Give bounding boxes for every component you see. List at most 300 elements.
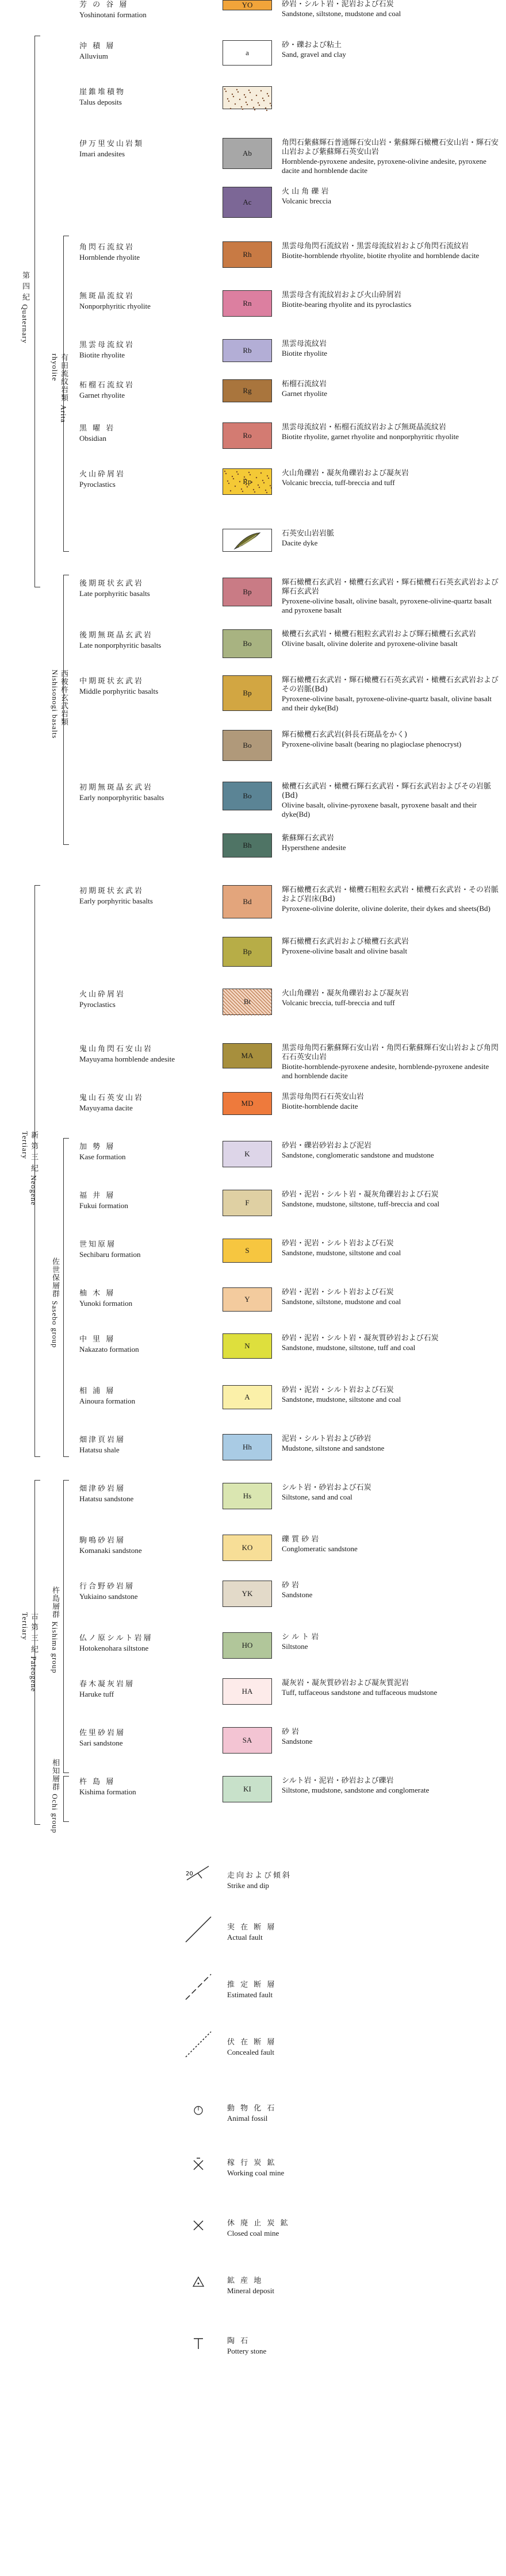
unit-name-jp: 初期斑状玄武岩 bbox=[79, 887, 144, 895]
swatch-symbol: KO bbox=[241, 1543, 253, 1552]
unit-name bbox=[79, 380, 217, 400]
description-jp: 黒雲母含有流紋岩および火山砕屑岩 bbox=[282, 291, 402, 299]
unit-name-jp: 畑津砂岩層 bbox=[79, 1485, 126, 1493]
unit-name bbox=[79, 783, 217, 802]
description-en: Pyroxene-olivine basalt, pyroxene-olivine-quartz basalt, olivine basalt and their dyke(Bd) bbox=[282, 694, 492, 712]
description-en: Sandstone, conglomeratic sandstone and mudstone bbox=[282, 1151, 434, 1159]
description-en: Hornblende-pyroxene andesite, pyroxene-olivine andesite, pyroxene dacite and hornblende dacite bbox=[282, 157, 486, 175]
unit-name-jp: 鬼山石英安山岩 bbox=[79, 1094, 144, 1102]
description-en: Sandstone, mudstone, siltstone, tuff-breccia and coal bbox=[282, 1199, 440, 1208]
unit-description bbox=[282, 529, 500, 548]
unit-name-jp: 後期斑状玄武岩 bbox=[79, 579, 144, 588]
unit-name-en: Pyroclastics bbox=[79, 480, 116, 489]
legend-swatch bbox=[223, 40, 272, 66]
unit-name-en: Pyroclastics bbox=[79, 1000, 116, 1009]
unit-name bbox=[79, 1728, 217, 1748]
swatch-symbol: YO bbox=[241, 1, 253, 9]
unit-name bbox=[79, 1044, 217, 1064]
unit-name-en: Garnet rhyolite bbox=[79, 391, 125, 399]
symbol-label-en: Animal fossil bbox=[227, 2114, 268, 2123]
unit-name bbox=[79, 470, 217, 489]
unit-name-jp: 中期斑状玄武岩 bbox=[79, 677, 144, 686]
swatch-symbol: Bt bbox=[243, 997, 251, 1006]
legend-swatch bbox=[223, 290, 272, 317]
unit-description bbox=[282, 423, 500, 441]
legend-swatch bbox=[223, 989, 272, 1015]
swatch-symbol: Bo bbox=[243, 741, 252, 749]
unit-name bbox=[79, 1289, 217, 1308]
unit-name-jp: 仏ノ原シルト岩層 bbox=[79, 1634, 153, 1643]
description-jp: 砂岩・泥岩・シルト岩および石炭 bbox=[282, 1386, 394, 1394]
legend-swatch bbox=[223, 379, 272, 402]
legend-swatch bbox=[223, 730, 272, 761]
description-jp: 砂岩・泥岩・シルト岩および石炭 bbox=[282, 1239, 394, 1248]
description-en: Tuff, tuffaceous sandstone and tuffaceous mudstone bbox=[282, 1688, 438, 1697]
unit-description bbox=[282, 1633, 500, 1651]
unit-name-en: Sechibaru formation bbox=[79, 1250, 141, 1259]
description-en: Volcanic breccia, tuff-breccia and tuff bbox=[282, 478, 395, 487]
description-en: Biotite rhyolite bbox=[282, 349, 328, 357]
legend-swatch bbox=[223, 1581, 272, 1607]
unit-name bbox=[79, 1582, 217, 1601]
swatch-symbol: HA bbox=[241, 1687, 253, 1695]
unit-description bbox=[282, 630, 500, 648]
legend-swatch bbox=[223, 1535, 272, 1561]
ochi-label bbox=[51, 1759, 59, 1851]
legend-swatch bbox=[223, 578, 272, 606]
swatch-symbol: Bp bbox=[243, 587, 252, 596]
description-en: Siltstone bbox=[282, 1642, 308, 1651]
legend-swatch bbox=[223, 782, 272, 810]
unit-description bbox=[282, 886, 500, 913]
unit-name-en: Ainoura formation bbox=[79, 1397, 136, 1405]
paleogene-label bbox=[21, 1612, 38, 1704]
neogene-label-jp: 新 第 三 紀 bbox=[29, 1131, 38, 1172]
symbol-label-jp: 陶 石 bbox=[227, 2337, 250, 2346]
nishisonogi-label-en: Nishisonogi basalts bbox=[51, 670, 59, 739]
description-en: Biotite-hornblende-pyroxene andesite, hornblende-pyroxene andesite and hornblende dacite bbox=[282, 1062, 489, 1080]
swatch-symbol: Bo bbox=[243, 639, 252, 648]
symbol-label bbox=[227, 2276, 274, 2296]
description-en: Biotite rhyolite, garnet rhyolite and nonporphyritic rhyolite bbox=[282, 432, 459, 441]
symbol-label bbox=[227, 1923, 276, 1942]
strike-dip-icon bbox=[181, 1860, 216, 1895]
unit-name-en: Haruke tuff bbox=[79, 1690, 114, 1698]
unit-name-jp: 駒鳴砂岩層 bbox=[79, 1536, 126, 1545]
swatch-symbol: SA bbox=[242, 1736, 252, 1744]
symbol-label-jp: 走向および傾斜 bbox=[227, 1871, 292, 1880]
quaternary-label-jp: 第 四 紀 bbox=[21, 271, 29, 302]
description-jp: シルト岩・砂岩および石炭 bbox=[282, 1483, 371, 1492]
kishima-label-jp: 杵島層群 bbox=[51, 1586, 59, 1618]
unit-name-en: Nakazato formation bbox=[79, 1345, 139, 1354]
legend-swatch bbox=[223, 1190, 272, 1216]
unit-name-en: Biotite rhyolite bbox=[79, 351, 125, 359]
symbol-label bbox=[227, 2037, 276, 2057]
unit-description bbox=[282, 1728, 500, 1746]
description-en: Garnet rhyolite bbox=[282, 389, 328, 398]
strike-dip-value: 20 bbox=[186, 1871, 193, 1877]
unit-description bbox=[282, 1777, 500, 1795]
unit-name bbox=[79, 1536, 217, 1555]
unit-name-en: Late nonporphyritic basalts bbox=[79, 641, 162, 649]
symbol-label-jp: 推 定 断 層 bbox=[227, 1981, 277, 1989]
legend-swatch bbox=[223, 937, 272, 967]
symbol-label-en: Strike and dip bbox=[227, 1881, 269, 1890]
description-en: Sandstone bbox=[282, 1737, 313, 1745]
unit-name-jp: 鬼山角閃石安山岩 bbox=[79, 1045, 154, 1054]
unit-name bbox=[79, 0, 217, 20]
unit-name-en: Alluvium bbox=[79, 52, 108, 60]
ochi-label-jp: 相知層群 bbox=[51, 1759, 59, 1791]
description-jp: 黒雲母角閃石石英安山岩 bbox=[282, 1093, 365, 1101]
nishisonogi-label-jp: 西彼杵玄武岩類 bbox=[59, 670, 68, 726]
legend-swatch bbox=[223, 1727, 272, 1754]
legend-swatch bbox=[223, 86, 272, 109]
legend-swatch bbox=[223, 138, 272, 169]
pottery-stone-icon bbox=[181, 2326, 216, 2360]
swatch-symbol: Hh bbox=[243, 1443, 252, 1451]
swatch-symbol: Bo bbox=[243, 791, 252, 800]
description-en: Sandstone, mudstone, siltstone, tuff and coal bbox=[282, 1343, 416, 1352]
swatch-symbol: Ab bbox=[243, 149, 252, 157]
description-jp: 黒雲母角閃石流紋岩・黒雲母流紋岩および角閃石流紋岩 bbox=[282, 242, 469, 251]
unit-name bbox=[79, 1142, 217, 1162]
unit-name-en: Hotokenohara siltstone bbox=[79, 1644, 149, 1652]
unit-description bbox=[282, 1239, 500, 1258]
unit-name-en: Kase formation bbox=[79, 1152, 126, 1161]
unit-name-en: Yoshinotani formation bbox=[79, 10, 147, 19]
swatch-symbol: Bp bbox=[243, 947, 252, 956]
swatch-symbol: K bbox=[244, 1149, 250, 1158]
unit-name-jp: 沖 積 層 bbox=[79, 42, 116, 51]
unit-name-jp: 伊万里安山岩類 bbox=[79, 140, 144, 148]
unit-name-jp: 畑津頁岩層 bbox=[79, 1436, 126, 1444]
unit-name bbox=[79, 340, 217, 360]
legend-swatch bbox=[223, 0, 272, 10]
description-jp: 角閃石紫蘇輝石普通輝石安山岩・紫蘇輝石橄欖石安山岩・輝石安山岩および紫蘇輝石英安山岩 bbox=[282, 139, 499, 156]
swatch-symbol: MA bbox=[241, 1051, 254, 1060]
unit-name-jp: 春木凝灰岩層 bbox=[79, 1680, 135, 1689]
unit-name-jp: 崖錐堆積物 bbox=[79, 88, 126, 97]
description-jp: 輝石橄欖石玄武岩・橄欖石玄武岩・輝石橄欖石石英玄武岩および輝石玄武岩 bbox=[282, 578, 499, 596]
unit-description bbox=[282, 676, 500, 713]
legend-swatch bbox=[223, 833, 272, 858]
description-jp: 黒雲母角閃石紫蘇輝石安山岩・角閃石紫蘇輝石安山岩および角閃石石英安山岩 bbox=[282, 1044, 499, 1062]
unit-name-jp: 加 勢 層 bbox=[79, 1143, 116, 1151]
kishima-label bbox=[51, 1586, 59, 1678]
unit-name-en: Middle porphyritic basalts bbox=[79, 687, 159, 695]
symbol-label-en: Mineral deposit bbox=[227, 2286, 274, 2295]
quaternary-bracket bbox=[34, 36, 40, 587]
swatch-symbol: YK bbox=[241, 1589, 253, 1598]
unit-name-jp: 無斑晶流紋岩 bbox=[79, 292, 135, 301]
description-en: Sandstone, siltstone, mudstone and coal bbox=[282, 1297, 401, 1306]
unit-name bbox=[79, 630, 217, 650]
unit-name-en: Talus deposits bbox=[79, 98, 122, 106]
sasebo-label-en: Sasebo group bbox=[51, 1300, 59, 1348]
swatch-symbol: Bh bbox=[243, 841, 252, 849]
description-en: Pyroxene-olivine basalt, olivine basalt, pyroxene-olivine-quartz basalt and pyroxene basalt bbox=[282, 597, 492, 614]
nishisonogi-label bbox=[51, 670, 68, 762]
description-jp: 橄欖石玄武岩・橄欖石粗粒玄武岩および輝石橄欖石玄武岩 bbox=[282, 630, 477, 639]
paleogene-label-en: Paleogene Tertiary bbox=[21, 1612, 38, 1692]
description-en: Olivine basalt, olivine-pyroxene basalt, pyroxene basalt and their dyke(Bd) bbox=[282, 801, 477, 818]
unit-name-jp: 後期無斑晶玄武岩 bbox=[79, 631, 154, 640]
unit-name-jp: 杵 島 層 bbox=[79, 1778, 116, 1786]
description-jp: 砂 岩 bbox=[282, 1581, 300, 1590]
arita-rhyolite-label bbox=[51, 353, 68, 445]
unit-name-en: Yukiaino sandstone bbox=[79, 1592, 138, 1601]
symbol-label-jp: 実 在 断 層 bbox=[227, 1923, 277, 1932]
legend-swatch bbox=[223, 1043, 272, 1068]
unit-name-en: Early nonporphyritic basalts bbox=[79, 793, 164, 802]
unit-name-jp: 中 里 層 bbox=[79, 1335, 116, 1344]
unit-name-en: Komanaki sandstone bbox=[79, 1546, 142, 1555]
description-jp: 黒雲母流紋岩 bbox=[282, 340, 327, 348]
unit-name-en: Imari andesites bbox=[79, 149, 125, 158]
unit-name bbox=[79, 1335, 217, 1354]
description-en: Biotite-hornblende rhyolite, biotite rhyolite and hornblende dacite bbox=[282, 251, 480, 260]
swatch-symbol: HO bbox=[241, 1641, 253, 1650]
symbol-label-jp: 動 物 化 石 bbox=[227, 2104, 277, 2113]
actual-fault-icon bbox=[181, 1912, 216, 1947]
unit-name-en: Mayuyama hornblende andesite bbox=[79, 1055, 175, 1063]
unit-name-jp: 行合野砂岩層 bbox=[79, 1582, 135, 1591]
description-jp: 砂岩・礫岩砂岩および泥岩 bbox=[282, 1141, 372, 1150]
legend-swatch bbox=[223, 629, 272, 658]
unit-name-jp: 相 浦 層 bbox=[79, 1387, 116, 1395]
swatch-symbol: N bbox=[244, 1341, 250, 1350]
unit-description bbox=[282, 1581, 500, 1600]
unit-name bbox=[79, 1777, 217, 1797]
neogene-label-en: Neogene Tertiary bbox=[21, 1131, 38, 1206]
description-jp: 輝石橄欖石玄武岩および橄欖石玄武岩 bbox=[282, 937, 409, 946]
swatch-symbol: a bbox=[246, 48, 249, 57]
unit-name bbox=[79, 1093, 217, 1113]
unit-name-jp: 柘榴石流紋岩 bbox=[79, 381, 135, 390]
unit-description bbox=[282, 1141, 500, 1160]
description-jp: 橄欖石玄武岩・橄欖石輝石玄武岩・輝石玄武岩およびその岩脈(Bd) bbox=[282, 782, 492, 800]
description-jp: 砂岩・泥岩・シルト岩・凝灰質砂岩および石炭 bbox=[282, 1334, 439, 1343]
paleogene-label-jp: 古 第 三 紀 bbox=[29, 1612, 38, 1654]
swatch-symbol: Rn bbox=[243, 299, 252, 307]
unit-name bbox=[79, 990, 217, 1009]
description-en: Sandstone, mudstone, siltstone and coal bbox=[282, 1248, 401, 1257]
symbol-label bbox=[227, 2158, 284, 2178]
description-jp: 火山角礫岩・凝灰角礫岩および凝灰岩 bbox=[282, 469, 409, 478]
unit-name-en: Mayuyama dacite bbox=[79, 1104, 133, 1112]
unit-name bbox=[79, 1191, 217, 1210]
legend-swatch bbox=[223, 1385, 272, 1409]
unit-name-en: Hatatsu sandstone bbox=[79, 1494, 134, 1503]
unit-name-jp: 初期無斑晶玄武岩 bbox=[79, 783, 154, 792]
legend-swatch bbox=[223, 241, 272, 268]
closed-coal-mine-icon bbox=[181, 2208, 216, 2243]
sasebo-label bbox=[51, 1258, 59, 1349]
swatch-symbol: Rh bbox=[243, 250, 252, 259]
description-en: Hypersthene andesite bbox=[282, 843, 346, 852]
animal-fossil-icon bbox=[181, 2093, 216, 2128]
symbol-label-jp: 伏 在 断 層 bbox=[227, 2038, 277, 2047]
unit-name-en: Hornblende rhyolite bbox=[79, 253, 140, 262]
swatch-symbol: Y bbox=[244, 1295, 250, 1304]
unit-name-jp: 佐里砂岩層 bbox=[79, 1729, 126, 1737]
symbol-label bbox=[227, 2104, 276, 2123]
unit-name-en: Sari sandstone bbox=[79, 1739, 123, 1747]
legend-swatch bbox=[223, 1434, 272, 1460]
description-jp: 砂・礫および粘土 bbox=[282, 41, 342, 49]
unit-name-en: Yunoki formation bbox=[79, 1299, 133, 1308]
unit-name bbox=[79, 1484, 217, 1504]
description-en: Sandstone, mudstone, siltstone and coal bbox=[282, 1395, 401, 1404]
unit-name-en: Nonporphyritic rhyolite bbox=[79, 302, 151, 310]
description-en: Mudstone, siltstone and sandstone bbox=[282, 1444, 385, 1452]
swatch-symbol: Rp bbox=[243, 477, 252, 486]
description-en: Pyroxene-olivine basalt (bearing no plagioclase phenocryst) bbox=[282, 740, 462, 748]
neogene-label bbox=[21, 1131, 38, 1223]
swatch-symbol: Hs bbox=[243, 1491, 252, 1500]
description-jp: シ ル ト 岩 bbox=[282, 1633, 319, 1641]
description-en: Olivine basalt, olivine dolerite and pyroxene-olivine basalt bbox=[282, 639, 458, 648]
legend-swatch bbox=[223, 1287, 272, 1312]
unit-description bbox=[282, 380, 500, 398]
unit-description bbox=[282, 937, 500, 956]
unit-name bbox=[79, 1240, 217, 1259]
legend-swatch bbox=[223, 187, 272, 218]
description-jp: 砂岩・泥岩・シルト岩・凝灰角礫岩および石炭 bbox=[282, 1190, 439, 1199]
working-coal-mine-icon bbox=[181, 2148, 216, 2182]
description-jp: 凝灰岩・凝灰質砂岩および凝灰質泥岩 bbox=[282, 1679, 409, 1687]
unit-description bbox=[282, 469, 500, 487]
description-jp: 輝石橄欖石玄武岩・輝石橄欖石石英玄武岩・橄欖石玄武岩およびその岩脈(Bd) bbox=[282, 676, 499, 694]
kishima-label-en: Kishima group bbox=[51, 1621, 59, 1674]
description-en: Pyroxene-olivine basalt and olivine basalt bbox=[282, 947, 408, 955]
unit-description bbox=[282, 242, 500, 260]
unit-name-en: Early porphyritic basalts bbox=[79, 897, 153, 905]
unit-description bbox=[282, 989, 500, 1008]
symbol-label bbox=[227, 2219, 290, 2238]
unit-description bbox=[282, 1093, 500, 1111]
symbol-label bbox=[227, 1980, 276, 2000]
symbol-label-en: Closed coal mine bbox=[227, 2229, 279, 2237]
unit-name bbox=[79, 139, 217, 159]
unit-description bbox=[282, 782, 500, 819]
legend-swatch bbox=[223, 1092, 272, 1115]
unit-description bbox=[282, 291, 500, 309]
unit-name bbox=[79, 1633, 217, 1653]
symbol-label bbox=[227, 2336, 266, 2356]
swatch-symbol: MD bbox=[241, 1099, 254, 1108]
unit-name-jp: 角閃石流紋岩 bbox=[79, 243, 135, 252]
concealed-fault-icon bbox=[181, 2027, 216, 2062]
description-jp: 石英安山岩岩脈 bbox=[282, 529, 335, 538]
unit-name bbox=[79, 676, 217, 696]
unit-name bbox=[79, 243, 217, 262]
unit-description bbox=[282, 1483, 500, 1502]
unit-description bbox=[282, 1679, 500, 1697]
symbol-label-jp: 休 廃 止 炭 鉱 bbox=[227, 2219, 290, 2228]
unit-name-en: Obsidian bbox=[79, 434, 106, 443]
symbol-label-en: Working coal mine bbox=[227, 2169, 285, 2177]
unit-description bbox=[282, 41, 500, 59]
unit-name bbox=[79, 1435, 217, 1455]
unit-description bbox=[282, 1435, 500, 1453]
legend-swatch bbox=[223, 675, 272, 711]
legend-swatch bbox=[223, 1483, 272, 1509]
description-en: Sandstone bbox=[282, 1590, 313, 1599]
unit-description bbox=[282, 834, 500, 852]
unit-name bbox=[79, 87, 217, 107]
swatch-symbol: Rg bbox=[243, 386, 252, 395]
symbol-label-en: Concealed fault bbox=[227, 2048, 274, 2056]
quaternary-label bbox=[21, 271, 29, 363]
description-jp: 輝石橄欖石玄武岩(斜長石斑晶をかく) bbox=[282, 730, 408, 739]
description-en: Pyroxene-olivine dolerite, olivine dolerite, their dykes and sheets(Bd) bbox=[282, 904, 490, 913]
swatch-symbol: Bp bbox=[243, 689, 252, 697]
description-jp: 柘榴石流紋岩 bbox=[282, 380, 327, 389]
description-en: Siltstone, mudstone, sandstone and conglomerate bbox=[282, 1786, 430, 1794]
unit-description bbox=[282, 340, 500, 358]
ochi-bracket bbox=[63, 1776, 69, 1822]
unit-name-en: Fukui formation bbox=[79, 1201, 128, 1210]
kishima-bracket bbox=[63, 1480, 69, 1773]
description-jp: 砂岩・泥岩・シルト岩および石炭 bbox=[282, 1288, 394, 1297]
description-en: Volcanic breccia bbox=[282, 197, 332, 205]
unit-name-jp: 火山砕屑岩 bbox=[79, 470, 126, 479]
unit-name-en: Late porphyritic basalts bbox=[79, 589, 150, 598]
legend-swatch bbox=[223, 529, 272, 552]
unit-name-en: Kishima formation bbox=[79, 1787, 136, 1796]
legend-swatch bbox=[223, 1776, 272, 1802]
swatch-symbol: Rb bbox=[243, 346, 252, 355]
description-jp: 泥岩・シルト岩および砂岩 bbox=[282, 1435, 371, 1443]
description-en: Conglomeratic sandstone bbox=[282, 1544, 358, 1553]
legend-swatch bbox=[223, 1333, 272, 1359]
symbol-label-en: Estimated fault bbox=[227, 1990, 273, 1999]
unit-name-jp: 火山砕屑岩 bbox=[79, 990, 126, 999]
swatch-symbol: Bd bbox=[243, 897, 252, 906]
description-jp: 砂 岩 bbox=[282, 1728, 300, 1736]
unit-description bbox=[282, 1044, 500, 1081]
unit-name bbox=[79, 579, 217, 598]
unit-description bbox=[282, 1288, 500, 1306]
swatch-symbol: KI bbox=[243, 1785, 251, 1793]
symbol-label-en: Pottery stone bbox=[227, 2347, 267, 2355]
unit-name-jp: 芳 の 谷 層 bbox=[79, 1, 129, 9]
unit-name-jp: 黒 曜 岩 bbox=[79, 424, 116, 433]
unit-name bbox=[79, 886, 217, 906]
unit-description bbox=[282, 578, 500, 615]
swatch-symbol: S bbox=[245, 1246, 250, 1255]
description-en: Sand, gravel and clay bbox=[282, 50, 346, 59]
unit-description bbox=[282, 139, 500, 175]
unit-name-jp: 世知原層 bbox=[79, 1240, 117, 1249]
estimated-fault-icon bbox=[181, 1970, 216, 2004]
legend-swatch bbox=[223, 468, 272, 495]
unit-name-en: Hatatsu shale bbox=[79, 1445, 120, 1454]
legend-swatch bbox=[223, 1141, 272, 1167]
swatch-symbol: Ro bbox=[243, 431, 252, 440]
symbol-label bbox=[227, 1871, 292, 1890]
unit-description bbox=[282, 730, 500, 749]
unit-description bbox=[282, 0, 500, 18]
legend-swatch bbox=[223, 1632, 272, 1659]
description-jp: 輝石橄欖石玄武岩・橄欖石粗粒玄武岩・橄欖石玄武岩・その岩脈および岩床(Bd) bbox=[282, 886, 499, 903]
arita-rhyolite-label-en: Arita rhyolite bbox=[51, 353, 68, 423]
unit-description bbox=[282, 1334, 500, 1352]
description-jp: シルト岩・泥岩・砂岩および礫岩 bbox=[282, 1777, 394, 1785]
